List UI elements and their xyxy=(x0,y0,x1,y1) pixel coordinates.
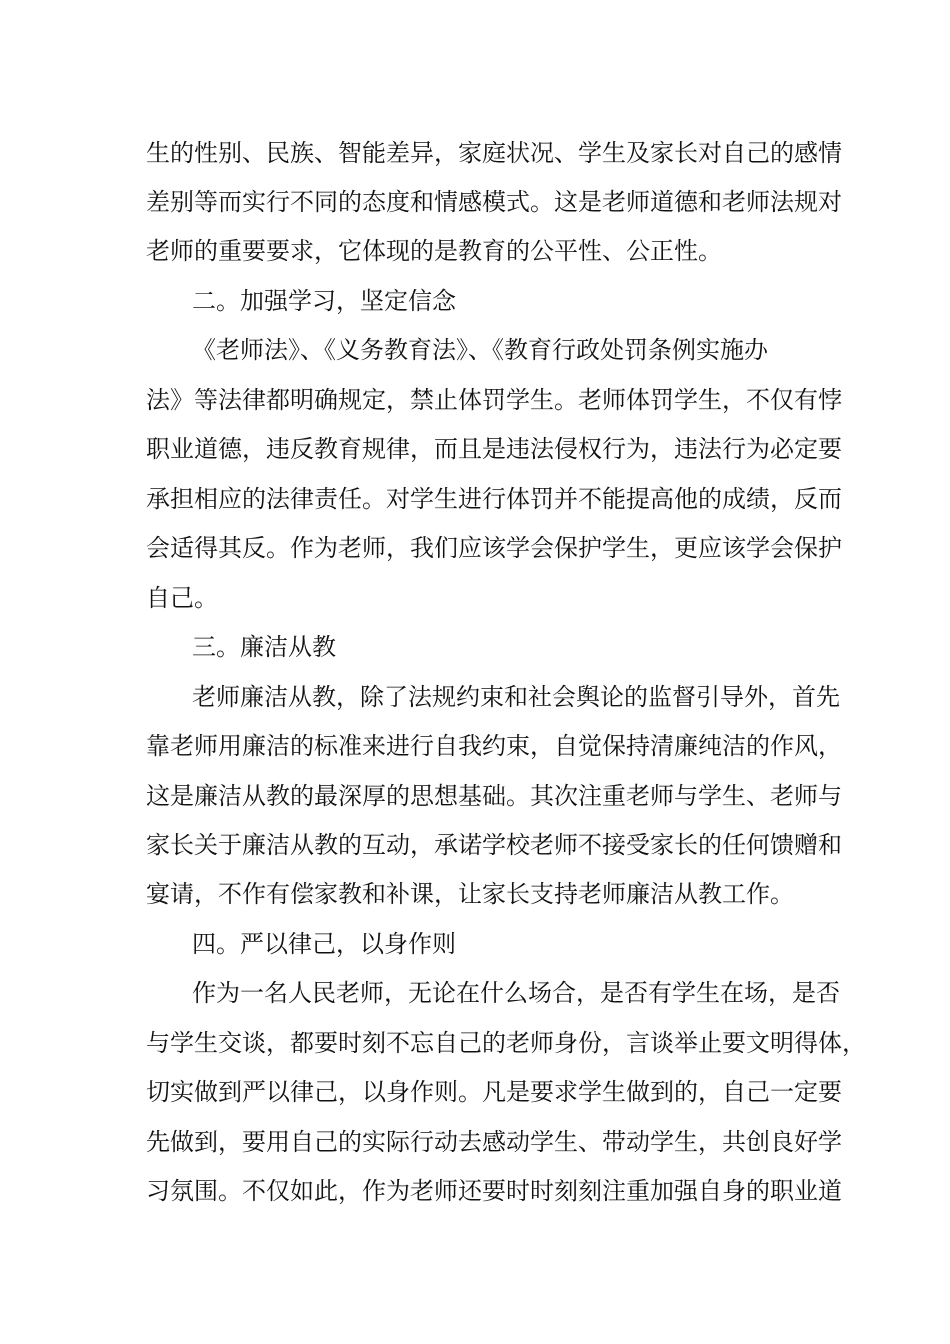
section-heading-4: 四。严以律己，以身作则 xyxy=(192,930,456,958)
text-line-15: 家长关于廉洁从教的互动，承诺学校老师不接受家长的任何馈赠和 xyxy=(146,831,842,859)
text-line-12: 老师廉洁从教，除了法规约束和社会舆论的监督引导外，首先 xyxy=(192,683,840,711)
text-line-22: 习氛围。不仅如此，作为老师还要时时刻刻注重加强自身的职业道 xyxy=(146,1177,842,1205)
text-line-14: 这是廉洁从教的最深厚的思想基础。其次注重老师与学生、老师与 xyxy=(146,782,842,810)
text-line-13: 靠老师用廉洁的标准来进行自我约束，自觉保持清廉纯洁的作风， xyxy=(146,732,842,760)
text-line-19: 与学生交谈，都要时刻不忘自己的老师身份，言谈举止要文明得体， xyxy=(146,1029,866,1057)
text-line-8: 承担相应的法律责任。对学生进行体罚并不能提高他的成绩，反而 xyxy=(146,485,842,513)
text-line-7: 职业道德，违反教育规律，而且是违法侵权行为，违法行为必定要 xyxy=(146,435,842,463)
section-heading-3: 三。廉洁从教 xyxy=(192,633,336,661)
text-line-10: 自己。 xyxy=(146,584,218,612)
text-line-1: 生的性别、民族、智能差异，家庭状况、学生及家长对自己的感情 xyxy=(146,139,842,167)
text-line-6: 法》等法律都明确规定，禁止体罚学生。老师体罚学生，不仅有悖 xyxy=(146,386,842,414)
text-line-3: 老师的重要要求，它体现的是教育的公平性、公正性。 xyxy=(146,237,722,265)
section-heading-2: 二。加强学习，坚定信念 xyxy=(192,287,456,315)
text-line-9: 会适得其反。作为老师，我们应该学会保护学生，更应该学会保护 xyxy=(146,534,842,562)
text-line-16: 宴请，不作有偿家教和补课，让家长支持老师廉洁从教工作。 xyxy=(146,880,794,908)
text-line-21: 先做到，要用自己的实际行动去感动学生、带动学生，共创良好学 xyxy=(146,1128,842,1156)
text-line-18: 作为一名人民老师，无论在什么场合，是否有学生在场，是否 xyxy=(192,979,840,1007)
text-line-20: 切实做到严以律己，以身作则。凡是要求学生做到的，自己一定要 xyxy=(146,1078,842,1106)
text-line-5: 《老师法》、《义务教育法》、《教育行政处罚条例实施办 xyxy=(192,336,768,364)
text-line-2: 差别等而实行不同的态度和情感模式。这是老师道德和老师法规对 xyxy=(146,188,842,216)
